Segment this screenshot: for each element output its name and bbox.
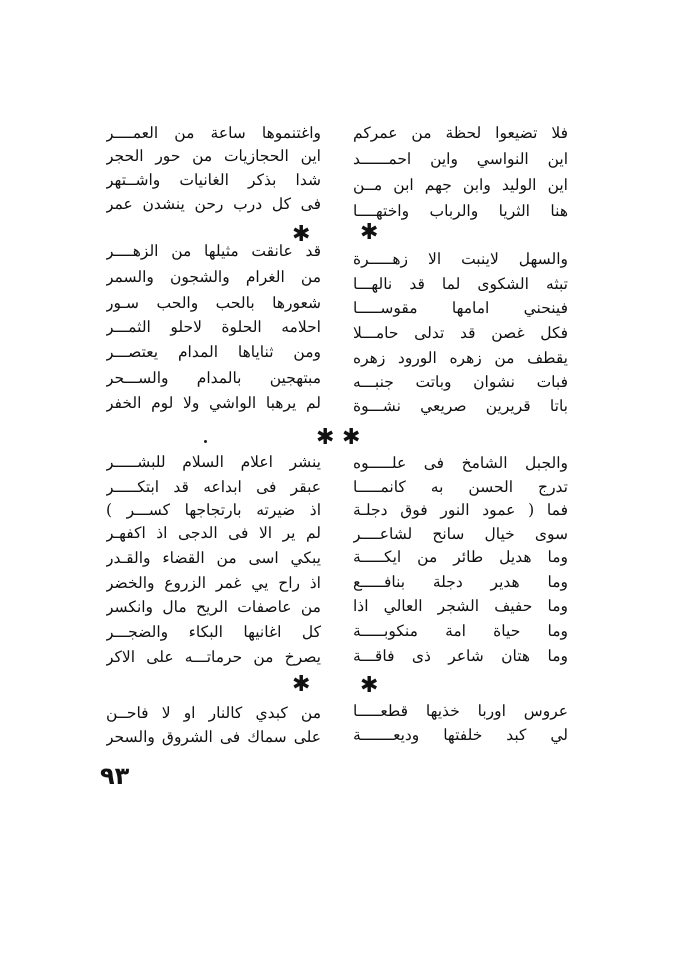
- ornament-star-icon: ✱: [292, 222, 311, 247]
- verse-line: فبات نشوان وباتت جنبـــه: [353, 373, 568, 391]
- ornament-star-icon: ✱: [360, 673, 379, 698]
- verse-line: عبقر فى ابداعه قد ابتكـــــر: [106, 478, 321, 496]
- verse-line: اذ ضيرته بارتجاجها كســـر ): [106, 501, 321, 519]
- verse-line: والسهل لاينبت الا زهـــــرة: [353, 250, 568, 268]
- verse-line: اين الوليد وابن جهم ابن مــن: [353, 176, 568, 194]
- verse-line: اين النواسي واين احمــــــد: [353, 150, 568, 168]
- verse-line: اذ راح يي غمر الزروع والخضر: [106, 574, 321, 592]
- verse-line: قد عانقت مثيلها من الزهــــر: [106, 242, 321, 260]
- ornament-star-icon: ✱: [316, 425, 335, 450]
- verse-line: من الغرام والشجون والسمر: [106, 268, 321, 286]
- verse-line: يبكي اسى من القضاء والقـدر: [106, 549, 321, 567]
- verse-line: فما ( عمود النور فوق دجلـة: [353, 501, 568, 519]
- verse-line: من عاصفات الريح مال وانكسر: [106, 598, 321, 616]
- verse-line: ينشر اعلام السلام للبشـــــر: [106, 453, 321, 471]
- verse-line: وما حياة امة منكوبـــــة: [353, 622, 568, 640]
- verse-line: وما هدير دجلة بنافـــــع: [353, 573, 568, 591]
- page-number: ٩٣: [100, 762, 130, 790]
- verse-line: فى كل درب رحن ينشدن عمر: [106, 195, 321, 213]
- verse-line: شدا بذكر الغانيات واشــتهر: [106, 171, 321, 189]
- verse-line: شعورها بالحب والحب سـور: [106, 294, 321, 312]
- verse-line: وما هديل طائر من ايكـــــة: [353, 548, 568, 566]
- verse-line: يصرخ من حرماتـــه على الاكر: [106, 648, 321, 666]
- verse-line: احلامه الحلوة لاحلو الثمـــر: [106, 318, 321, 336]
- verse-line: واغتنموها ساعة من العمــــر: [106, 124, 321, 142]
- verse-line: اين الحجازيات من حور الحجر: [106, 147, 321, 165]
- verse-line: يقطف من زهره الورود زهره: [353, 349, 568, 367]
- verse-line: لي كبد خلفتها وديعـــــــة: [353, 726, 568, 744]
- verse-line: هنا الثريا والرباب واختهــــا: [353, 202, 568, 220]
- verse-line: فلا تضيعوا لحظة من عمركم: [353, 124, 568, 142]
- verse-line: على سماك فى الشروق والسحر: [106, 728, 321, 746]
- ornament-star-icon: ✱: [292, 672, 311, 697]
- verse-line: سوى خيال سانح لشاعــــر: [353, 525, 568, 543]
- verse-line: ومن ثناياها المدام يعتصـــر: [106, 343, 321, 361]
- verse-line: والجبل الشامخ فى علـــــوه: [353, 454, 568, 472]
- verse-line: من كبدي كالنار او لا فاحــن: [106, 704, 321, 722]
- verse-line: كل اغانيها البكاء والضجـــر: [106, 623, 321, 641]
- verse-line: مبتهجين بالمدام والســـحر: [106, 369, 321, 387]
- verse-line: تدرج الحسن به كانمـــــا: [353, 478, 568, 496]
- verse-line: لم ير الا فى الدجى اذ اكفهـر: [106, 524, 321, 542]
- verse-line: وما هتان شاعر ذى فاقـــة: [353, 647, 568, 665]
- ornament-star-icon: ✱: [360, 220, 379, 245]
- print-speck: [204, 440, 207, 443]
- ornament-star-icon: ✱: [342, 425, 361, 450]
- verse-line: عروس اوربا خذيها قطعـــــا: [353, 702, 568, 720]
- verse-line: وما حفيف الشجر العالي اذا: [353, 597, 568, 615]
- verse-line: باتا قريرين صريعي نشـــوة: [353, 397, 568, 415]
- verse-line: تبثه الشكوى لما قد نالهـــا: [353, 275, 568, 293]
- verse-line: فينحني امامها مقوســـــا: [353, 299, 568, 317]
- verse-line: لم يرهبا الواشي ولا لوم الخفر: [106, 394, 321, 412]
- verse-line: فكل غصن قد تدلى حامـــلا: [353, 324, 568, 342]
